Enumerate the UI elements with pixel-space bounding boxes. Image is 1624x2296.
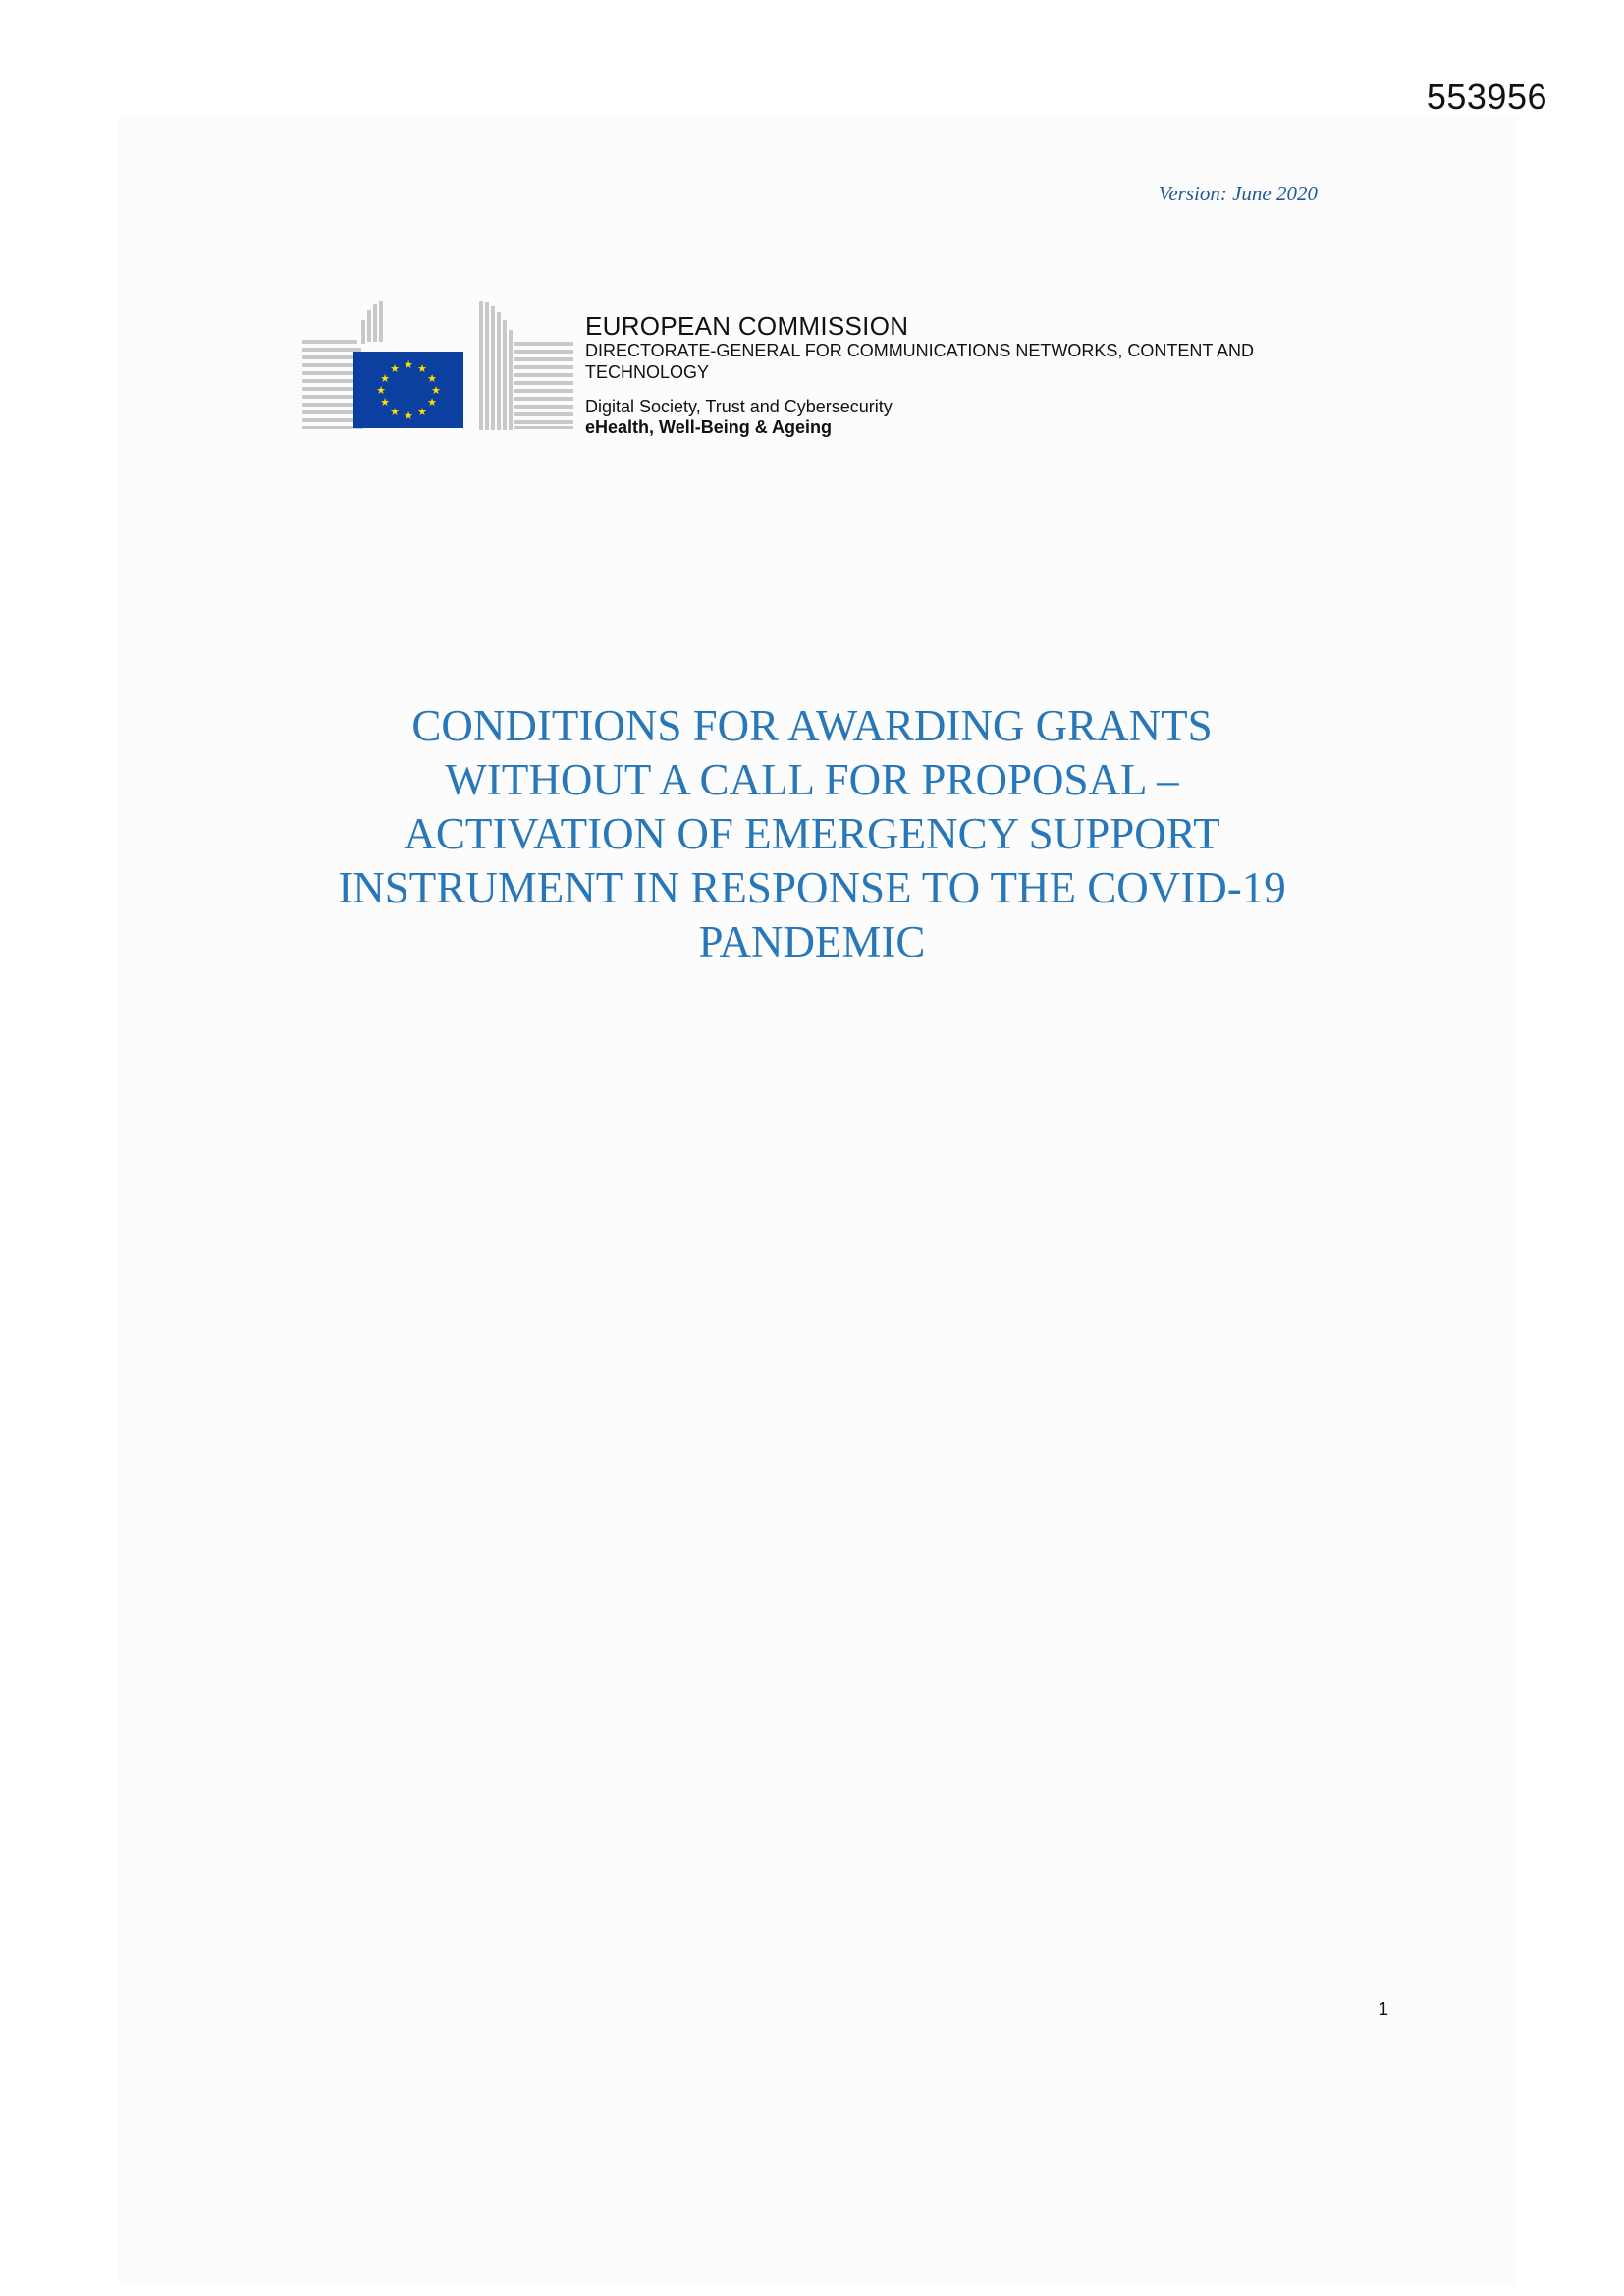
title-line: WITHOUT A CALL FOR PROPOSAL – [445, 755, 1179, 804]
svg-text:★: ★ [390, 362, 400, 375]
directorate-general-name: DIRECTORATE-GENERAL FOR COMMUNICATIONS NETWORKS, CONTENT AND TECHNOLOGY [585, 341, 1255, 382]
svg-text:★: ★ [431, 384, 441, 397]
svg-text:★: ★ [380, 396, 390, 409]
svg-text:★: ★ [417, 362, 427, 375]
document-title [236, 699, 1388, 969]
title-line: ACTIVATION OF EMERGENCY SUPPORT [404, 809, 1220, 858]
european-commission-logo [302, 301, 573, 430]
svg-text:★: ★ [404, 410, 413, 422]
title-line: CONDITIONS FOR AWARDING GRANTS [411, 701, 1213, 750]
page-sheet [118, 116, 1517, 2286]
organization-header [585, 312, 1331, 438]
directorate-name: Digital Society, Trust and Cybersecurity [585, 397, 893, 416]
svg-text:★: ★ [417, 406, 427, 418]
svg-text:★: ★ [427, 396, 437, 409]
page-number: 1 [1379, 1999, 1389, 2019]
title-line: PANDEMIC [698, 917, 926, 966]
unit-name: eHealth, Well-Being & Ageing [585, 417, 833, 437]
svg-text:★: ★ [404, 358, 413, 371]
svg-text:★: ★ [376, 384, 386, 397]
organization-name: EUROPEAN COMMISSION [585, 311, 909, 341]
title-line: INSTRUMENT IN RESPONSE TO THE COVID-19 [338, 863, 1286, 912]
svg-text:★: ★ [390, 406, 400, 418]
eu-flag-icon [353, 352, 463, 428]
svg-text:★: ★ [427, 372, 437, 385]
version-label: Version: June 2020 [1158, 182, 1318, 205]
svg-text:★: ★ [380, 372, 390, 385]
document-number: 553956 [1426, 77, 1547, 117]
